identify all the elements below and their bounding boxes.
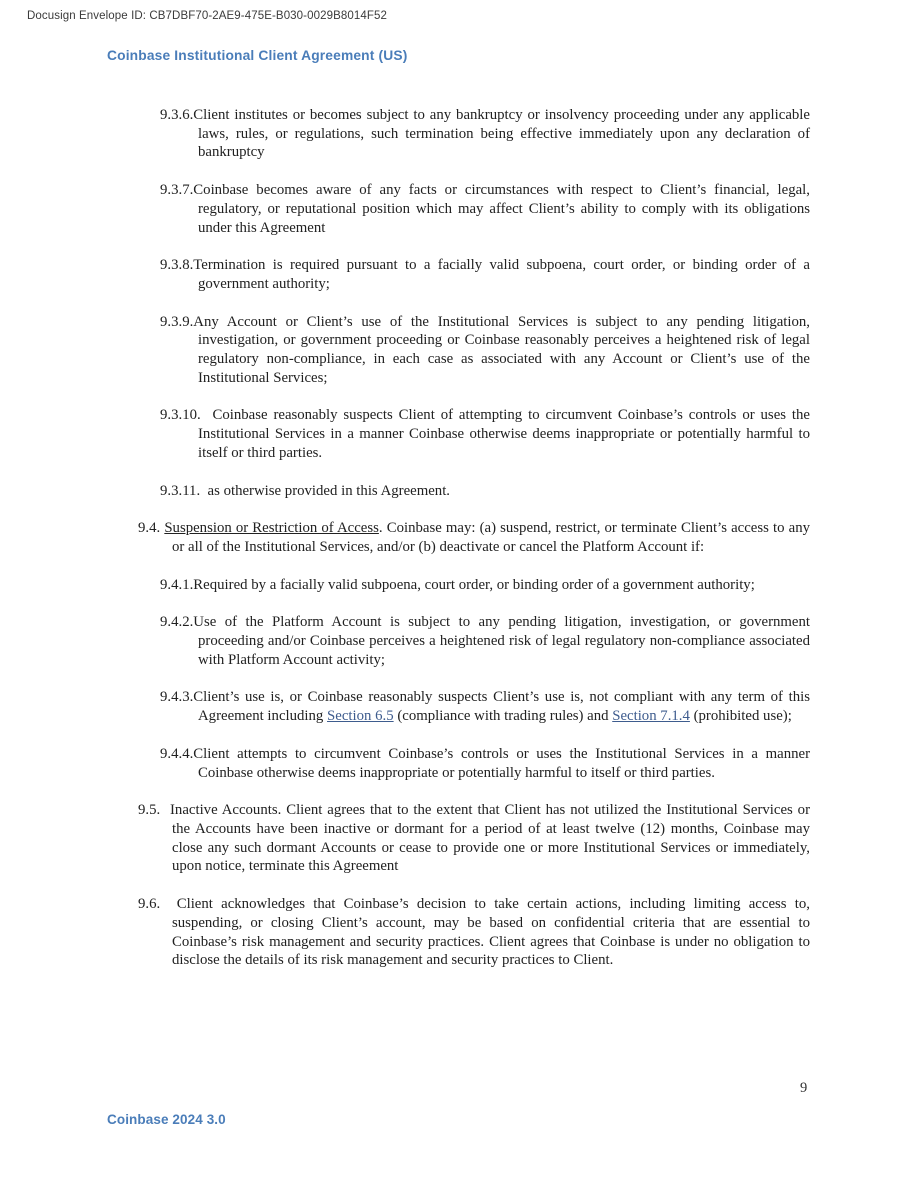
clause-text: Termination is required pursuant to a facially valid subpoena, court order, or binding order of a government authority; (193, 257, 810, 292)
section-cross-reference-link[interactable]: Section 6.5 (327, 708, 394, 725)
clause-text: Coinbase becomes aware of any facts or circumstances with respect to Client’s financial, legal, regulatory, or reputational position which may affect Client’s ability to comply with its obligations under this Agreement (193, 182, 810, 236)
clause-text: as otherwise provided in this Agreement. (200, 482, 451, 499)
clause-9.4.2 (138, 613, 810, 669)
clause-text: (prohibited use); (689, 708, 792, 725)
document-body (138, 106, 810, 989)
clause-number: 9.4.3. (160, 689, 194, 706)
clause-9.3.6 (138, 106, 810, 162)
clause-text: Client acknowledges that Coinbase’s decision to take certain actions, including limiting access to, suspending, or closing Client’s account, may be based on confidential criteria that are essential to Coinbase’s risk management and security practices. Client agrees that Coinbase is under no obligation to disclose the details of its risk management and security practices to Client. (160, 896, 810, 969)
clause-number: 9.3.6. (160, 107, 194, 123)
clause-number: 9.3.8. (160, 257, 194, 274)
clause-heading: Suspension or Restriction of Access (164, 520, 379, 537)
clause-number: 9.4. (138, 520, 161, 537)
clause-9.6 (138, 895, 810, 970)
clause-number: 9.3.9. (160, 313, 194, 330)
clause-text: Required by a facially valid subpoena, court order, or binding order of a government authority; (193, 576, 755, 593)
docusign-envelope-id: Docusign Envelope ID: CB7DBF70-2AE9-475E-B030-0029B8014F52 (27, 10, 387, 22)
clause-number: 9.4.1. (160, 576, 194, 593)
clause-number: 9.3.11. (160, 482, 201, 499)
clause-number: 9.4.4. (160, 745, 194, 762)
page-number: 9 (800, 1080, 808, 1096)
clause-9.4 (138, 519, 810, 556)
clause-number: 9.5. (138, 802, 161, 819)
clause-9.3.7 (138, 181, 810, 237)
clause-text: Any Account or Client’s use of the Institutional Services is subject to any pending litigation, investigation, or government proceeding or Coinbase reasonably perceives a heightened risk of legal regulatory non-compliance, in each case as associated with any Account or Client’s use of the Institutional Services; (193, 313, 810, 386)
clause-text: (compliance with trading rules) and (393, 708, 613, 725)
document-title: Coinbase Institutional Client Agreement (US) (107, 48, 408, 63)
clause-text: Inactive Accounts. Client agrees that to the extent that Client has not utilized the Institutional Services or the Accounts have been inactive or dormant for a period of at least twelve (12) months, Coinbase may close any such dormant Accounts or cease to provide one or more Institutional Services or immediately, upon notice, terminate this Agreement (160, 802, 810, 875)
clause-9.3.11 (138, 482, 810, 501)
clause-text: Client institutes or becomes subject to any bankruptcy or insolvency proceeding under any applicable laws, rules, or regulations, such termination being effective immediately upon any declaration of bankruptcy (193, 107, 810, 161)
clause-9.4.4 (138, 745, 810, 782)
clause-number: 9.3.10. (160, 407, 201, 424)
clause-text: Client attempts to circumvent Coinbase’s controls or uses the Institutional Services in a manner Coinbase otherwise deems inappropriate or potentially harmful to itself or third parties. (193, 745, 810, 781)
clause-number: 9.3.7. (160, 182, 194, 199)
clause-text: . Coinbase may: (a) suspend, restrict, or terminate Client’s access to any or all of the Institutional Services, and/or (b) deactivate or cancel the Platform Account if: (172, 520, 811, 555)
clause-9.5 (138, 801, 810, 876)
clause-number: 9.4.2. (160, 614, 194, 631)
clause-9.4.3 (138, 688, 810, 725)
clause-text: Use of the Platform Account is subject to any pending litigation, investigation, or government proceeding and/or Coinbase perceives a heightened risk of legal regulatory non-compliance associated with Platform Account activity; (193, 614, 810, 668)
clause-9.3.9 (138, 313, 810, 388)
clause-9.3.10 (138, 406, 810, 462)
section-cross-reference-link[interactable]: Section 7.1.4 (612, 708, 690, 725)
clause-text: Client’s use is, or Coinbase reasonably suspects Client’s use is, not compliant with any term of this Agreement including (193, 689, 810, 725)
clause-9.4.1 (138, 576, 810, 595)
clause-text: Coinbase reasonably suspects Client of attempting to circumvent Coinbase’s controls or uses the Institutional Services in a manner Coinbase otherwise deems inappropriate or potentially harmful to itself or third parties. (198, 407, 810, 461)
clause-number: 9.6. (138, 896, 161, 913)
clause-9.3.8 (138, 256, 810, 293)
footer-version-label: Coinbase 2024 3.0 (107, 1112, 226, 1127)
